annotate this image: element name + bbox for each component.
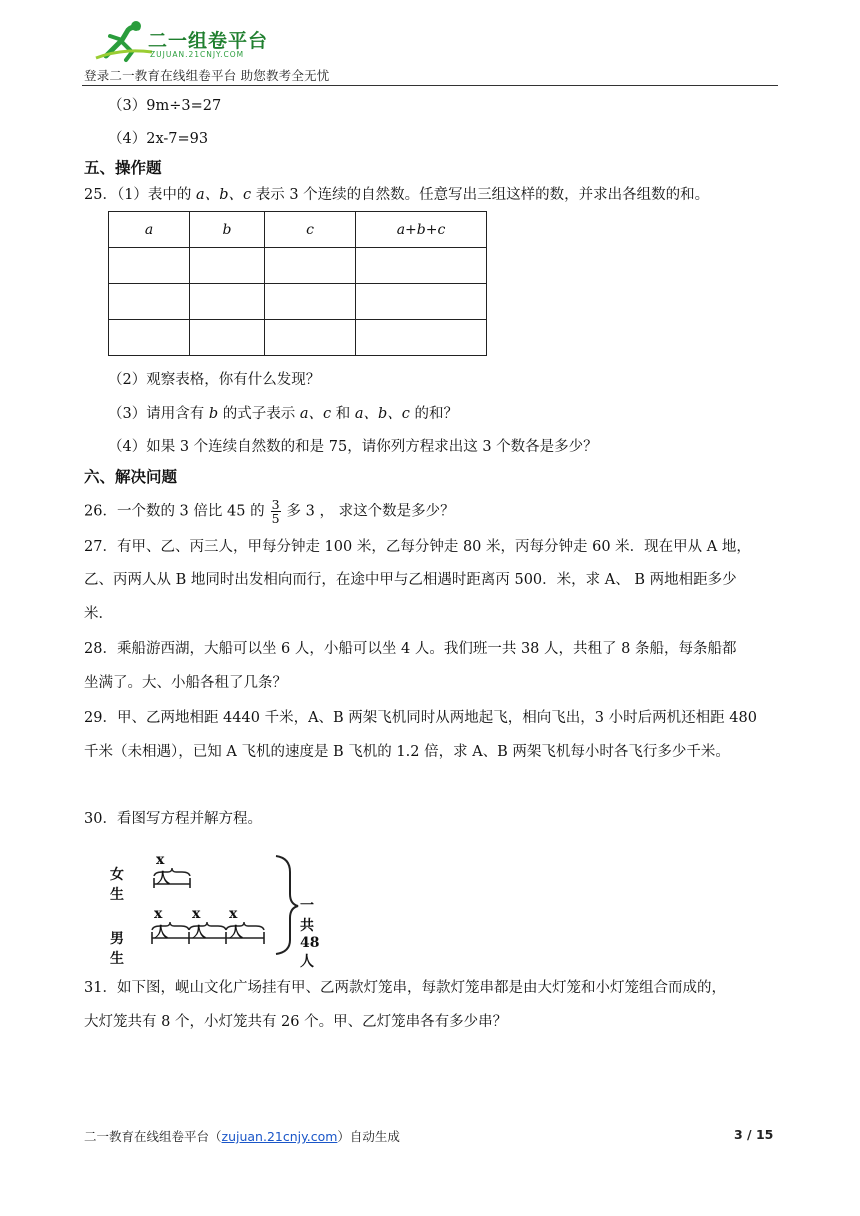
site-logo[interactable] xyxy=(92,18,282,64)
header-subtitle: 登录二一教育在线组卷平台 助您教考全无忧 xyxy=(84,68,330,83)
q31-line2: 大灯笼共有 8 个，小灯笼共有 26 个。甲、乙灯笼串各有多少串？ xyxy=(84,1014,508,1030)
logo-subtext: ZUJUAN.21CNJY.COM xyxy=(150,50,245,59)
table-header-c: c xyxy=(265,212,356,248)
q24-part3: （3）9m÷3=27 xyxy=(108,98,222,114)
boys-unit-label: x人 xyxy=(192,906,206,941)
q25-part3 xyxy=(108,404,458,424)
segment-diagram-icon xyxy=(108,848,398,958)
table-row xyxy=(109,284,487,320)
footer-suffix: ）自动生成 xyxy=(337,1129,400,1144)
boys-label: 男生 xyxy=(110,931,124,967)
q25-stem xyxy=(84,185,709,205)
q25-part3-text: 和 xyxy=(331,406,355,422)
q29-line1: 29．甲、乙两地相距 4440 千米，A、B 两架飞机同时从两地起飞，相向飞出，3 小时后两机还相距 480 xyxy=(84,710,757,726)
header-divider xyxy=(82,85,778,86)
q27-line2: 乙、丙两人从 B 地同时出发相向而行，在途中甲与乙相遇时距离丙 500．米，求 A、 B 两地相距多少 xyxy=(84,572,737,588)
table-row xyxy=(109,248,487,284)
q25-table xyxy=(108,211,487,356)
fraction-three-fifths xyxy=(271,498,281,525)
footer-link[interactable]: zujuan.21cnjy.com xyxy=(221,1129,338,1144)
q27-line1: 27．有甲、乙、丙三人，甲每分钟走 100 米，乙每分钟走 80 米，丙每分钟走 60 米．现在甲从 A 地， xyxy=(84,539,751,555)
q25-part3-var-b: b xyxy=(208,406,219,422)
q29-line2: 千米（未相遇），已知 A 飞机的速度是 B 飞机的 1.2 倍，求 A、B 两架飞机每小时各飞行多少千米。 xyxy=(84,744,730,760)
q25-part3-vars-abc: a、b、c xyxy=(354,406,410,422)
q25-part3-text: 的式子表示 xyxy=(218,406,300,422)
q30: 30．看图写方程并解方程。 xyxy=(84,811,262,827)
table-cell[interactable] xyxy=(265,284,356,320)
page-number: 3 / 15 xyxy=(734,1127,774,1142)
table-header-a: a xyxy=(109,212,190,248)
q25-part2: （2）观察表格，你有什么发现？ xyxy=(108,372,321,388)
fraction-numerator: 3 xyxy=(271,497,280,512)
table-cell[interactable] xyxy=(190,284,265,320)
table-row xyxy=(109,320,487,356)
section-title-problems: 六、解决问题 xyxy=(84,468,178,486)
total-label: 一共 48 人 xyxy=(300,898,320,970)
q25-part4: （4）如果 3 个连续自然数的和是 75，请你列方程求出这 3 个数各是多少？ xyxy=(108,439,598,455)
q28-line1: 28．乘船游西湖，大船可以坐 6 人，小船可以坐 4 人。我们班一共 38 人，共租了 8 条船，每条船都 xyxy=(84,641,737,657)
table-cell[interactable] xyxy=(265,320,356,356)
q28-line2: 坐满了。大、小船各租了几条？ xyxy=(84,675,287,691)
q25-stem-suffix: 表示 3 个连续的自然数。任意写出三组这样的数，并求出各组数的和。 xyxy=(251,187,710,203)
q25-part3-text: 的和？ xyxy=(409,406,459,422)
q25-part3-vars-ac: a、c xyxy=(299,406,332,422)
q27-line3: 米． xyxy=(84,606,113,622)
table-cell[interactable] xyxy=(356,248,487,284)
logo-text: 二一组卷平台 xyxy=(148,30,269,52)
q25-variables: a、b、c xyxy=(196,187,252,203)
table-cell[interactable] xyxy=(109,248,190,284)
table-cell[interactable] xyxy=(109,320,190,356)
table-header-b: b xyxy=(190,212,265,248)
q26-text-end: 多 3 ， 求这个数是多少？ xyxy=(286,503,455,520)
q26-text-start: 26．一个数的 3 倍比 45 的 xyxy=(84,503,265,520)
table-cell[interactable] xyxy=(356,284,487,320)
q25-part3-text: （3）请用含有 xyxy=(108,406,209,422)
table-header-sum: a+b+c xyxy=(356,212,487,248)
boys-unit-label: x人 xyxy=(154,906,168,941)
table-cell[interactable] xyxy=(190,248,265,284)
boys-unit-label: x人 xyxy=(229,906,243,941)
table-cell[interactable] xyxy=(356,320,487,356)
q31-line1: 31．如下图，岘山文化广场挂有甲、乙两款灯笼串，每款灯笼串都是由大灯笼和小灯笼组合而成的， xyxy=(84,980,726,996)
girls-unit-label: x人 xyxy=(156,852,170,887)
section-title-operation: 五、操作题 xyxy=(84,159,162,177)
table-header-row xyxy=(109,212,487,248)
girls-label: 女生 xyxy=(110,867,124,903)
table-cell[interactable] xyxy=(265,248,356,284)
fraction-denominator: 5 xyxy=(271,511,280,526)
q26 xyxy=(84,498,455,525)
page-footer xyxy=(84,1127,400,1145)
table-cell[interactable] xyxy=(109,284,190,320)
q24-part4: （4）2x-7=93 xyxy=(108,131,209,147)
q25-stem-prefix: 25．（1）表中的 xyxy=(84,187,197,203)
footer-prefix: 二一教育在线组卷平台（ xyxy=(84,1129,222,1144)
table-cell[interactable] xyxy=(190,320,265,356)
